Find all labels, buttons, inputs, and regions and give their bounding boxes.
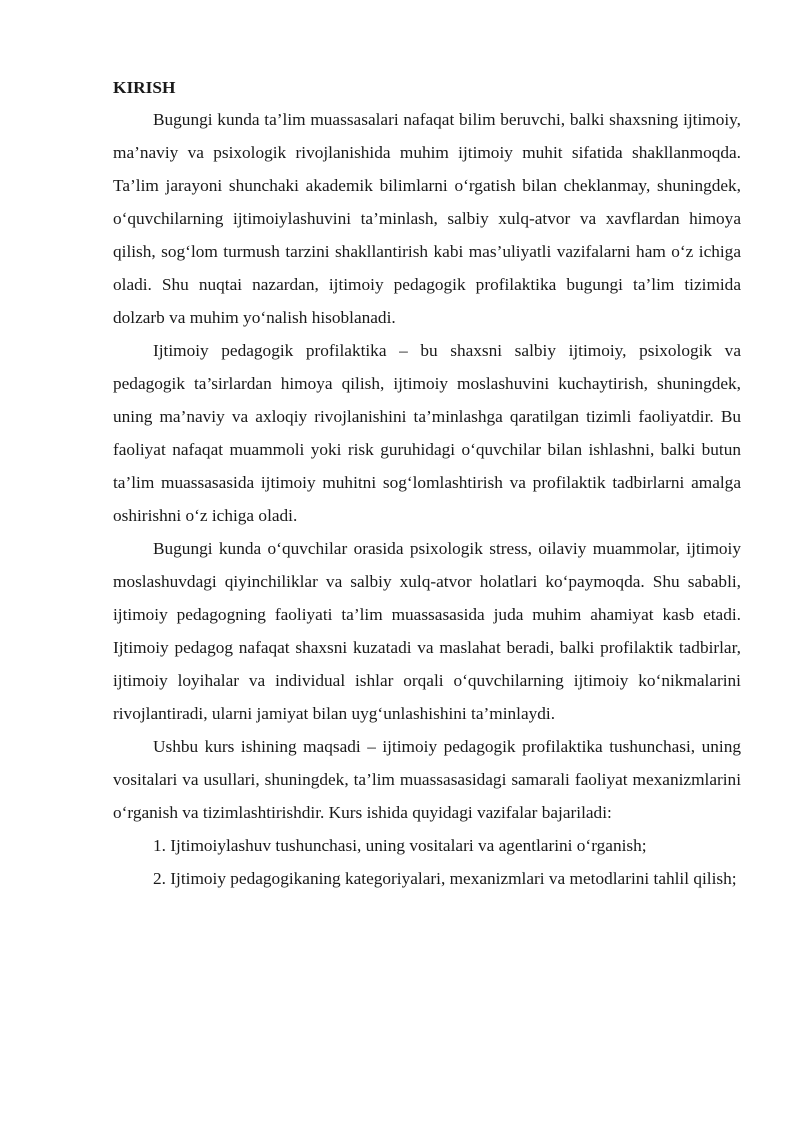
paragraph-definition: Ijtimoiy pedagogik profilaktika – bu shaxsni salbiy ijtimoiy, psixologik va pedagogik ta’sirlardan himoya qilish, ijtimoiy moslashuvini kuchaytirish, shuningdek, uning ma’naviy va axloqiy rivojlanishini ta’minlashga qaratilgan tizimli faoliyatdir. Bu faoliyat nafaqat muammoli yoki risk guruhidagi o‘quvchilar bilan ishlashni, balki butun ta’lim muassasasida ijtimoiy muhitni sog‘lomlashtirish va profilaktik tadbirlarni amalga oshirishni o‘z ichiga oladi. — [113, 341, 741, 525]
paragraph-intro: Bugungi kunda ta’lim muassasalari nafaqat bilim beruvchi, balki shaxsning ijtimoiy, ma’naviy va psixologik rivojlanishida muhim ijtimoiy muhit sifatida shakllanmoqda. Ta’lim jarayoni shunchaki akademik bilimlarni o‘rgatish bilan cheklanmay, shuningdek, o‘quvchilarning ijtimoiylashuvini ta’minlash, salbiy xulq-atvor va xavflardan himoya qilish, sog‘lom turmush tarzini shakllantirish kabi mas’uliyatli vazifalarni ham o‘z ichiga oladi. Shu nuqtai nazardan, ijtimoiy pedagogik profilaktika bugungi ta’lim tizimida dolzarb va muhim yo‘nalish hisoblanadi. — [113, 110, 741, 327]
task-item-2: 2. Ijtimoiy pedagogikaning kategoriyalari, mexanizmlari va metodlarini tahlil qilish; — [153, 869, 737, 888]
section-heading: KIRISH — [113, 78, 176, 97]
paragraph-purpose: Ushbu kurs ishining maqsadi – ijtimoiy pedagogik profilaktika tushunchasi, uning vositalari va usullari, shuningdek, ta’lim muassasasidagi samarali faoliyat mexanizmlarini o‘rganish va tizimlashtirishdir. Kurs ishida quyidagi vazifalar bajariladi: — [113, 737, 741, 822]
task-item-1: 1. Ijtimoiylashuv tushunchasi, uning vositalari va agentlarini o‘rganish; — [153, 836, 647, 855]
document-page — [113, 73, 741, 895]
paragraph-relevance: Bugungi kunda o‘quvchilar orasida psixologik stress, oilaviy muammolar, ijtimoiy moslashuvdagi qiyinchiliklar va salbiy xulq-atvor holatlari ko‘paymoqda. Shu sababli, ijtimoiy pedagogning faoliyati ta’lim muassasasida juda muhim ahamiyat kasb etadi. Ijtimoiy pedagog nafaqat shaxsni kuzatadi va maslahat beradi, balki profilaktik tadbirlar, ijtimoiy loyihalar va individual ishlar orqali o‘quvchilarning ijtimoiy ko‘nikmalarini rivojlantiradi, ularni jamiyat bilan uyg‘unlashishini ta’minlaydi. — [113, 539, 741, 723]
